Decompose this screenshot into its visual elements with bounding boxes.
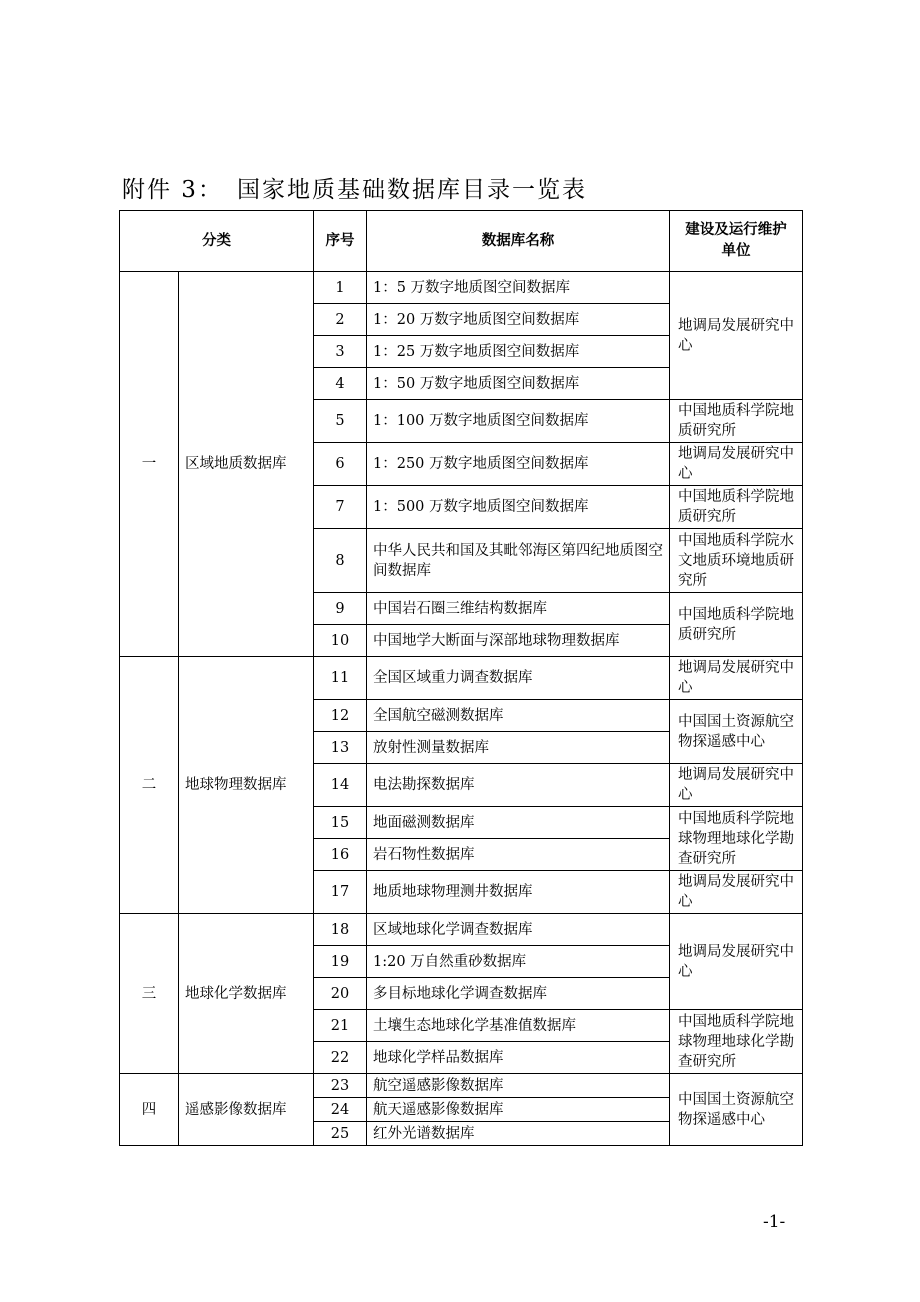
row-name: 土壤生态地球化学基准值数据库 <box>367 1010 670 1042</box>
unit-cell: 中国地质科学院水文地质环境地质研究所 <box>670 529 803 593</box>
row-seq: 15 <box>314 807 367 839</box>
row-name: 1：50 万数字地质图空间数据库 <box>367 368 670 400</box>
row-seq: 9 <box>314 593 367 625</box>
row-seq: 5 <box>314 400 367 443</box>
row-name: 岩石物性数据库 <box>367 839 670 871</box>
row-name: 电法勘探数据库 <box>367 764 670 807</box>
row-name: 1：250 万数字地质图空间数据库 <box>367 443 670 486</box>
row-name: 红外光谱数据库 <box>367 1122 670 1146</box>
row-name: 中华人民共和国及其毗邻海区第四纪地质图空间数据库 <box>367 529 670 593</box>
unit-cell: 中国地质科学院地质研究所 <box>670 486 803 529</box>
group-number: 二 <box>120 657 179 914</box>
row-seq: 22 <box>314 1042 367 1074</box>
unit-cell: 地调局发展研究中心 <box>670 657 803 700</box>
table-row <box>120 914 803 946</box>
row-name: 1：20 万数字地质图空间数据库 <box>367 304 670 336</box>
row-seq: 20 <box>314 978 367 1010</box>
unit-cell: 地调局发展研究中心 <box>670 272 803 400</box>
row-seq: 2 <box>314 304 367 336</box>
unit-cell: 中国国土资源航空物探遥感中心 <box>670 700 803 764</box>
unit-cell: 中国地质科学院地质研究所 <box>670 400 803 443</box>
row-name: 航天遥感影像数据库 <box>367 1098 670 1122</box>
row-name: 1：25 万数字地质图空间数据库 <box>367 336 670 368</box>
row-seq: 11 <box>314 657 367 700</box>
unit-cell: 中国地质科学院地球物理地球化学勘查研究所 <box>670 807 803 871</box>
group-label: 地球物理数据库 <box>179 657 314 914</box>
row-seq: 6 <box>314 443 367 486</box>
row-seq: 16 <box>314 839 367 871</box>
row-name: 中国岩石圈三维结构数据库 <box>367 593 670 625</box>
row-name: 区域地球化学调查数据库 <box>367 914 670 946</box>
row-name: 航空遥感影像数据库 <box>367 1074 670 1098</box>
group-label: 地球化学数据库 <box>179 914 314 1074</box>
title-prefix: 附件 3： <box>122 177 223 203</box>
row-name: 多目标地球化学调查数据库 <box>367 978 670 1010</box>
unit-cell: 中国国土资源航空物探遥感中心 <box>670 1074 803 1146</box>
group-label: 遥感影像数据库 <box>179 1074 314 1146</box>
row-seq: 13 <box>314 732 367 764</box>
database-catalog-table <box>119 210 803 1146</box>
header-name: 数据库名称 <box>367 211 670 272</box>
table-row <box>120 1074 803 1098</box>
page-number: -1- <box>763 1212 786 1232</box>
table-row <box>120 272 803 304</box>
unit-cell: 地调局发展研究中心 <box>670 871 803 914</box>
unit-cell: 地调局发展研究中心 <box>670 764 803 807</box>
unit-cell: 地调局发展研究中心 <box>670 443 803 486</box>
row-seq: 17 <box>314 871 367 914</box>
header-seq: 序号 <box>314 211 367 272</box>
row-name: 放射性测量数据库 <box>367 732 670 764</box>
row-name: 全国区域重力调查数据库 <box>367 657 670 700</box>
row-seq: 18 <box>314 914 367 946</box>
row-seq: 8 <box>314 529 367 593</box>
title-text: 国家地质基础数据库目录一览表 <box>236 177 587 203</box>
group-label: 区域地质数据库 <box>179 272 314 657</box>
unit-cell: 中国地质科学院地质研究所 <box>670 593 803 657</box>
row-seq: 23 <box>314 1074 367 1098</box>
unit-cell: 中国地质科学院地球物理地球化学勘查研究所 <box>670 1010 803 1074</box>
row-seq: 19 <box>314 946 367 978</box>
header-unit: 建设及运行维护单位 <box>670 211 803 272</box>
row-seq: 10 <box>314 625 367 657</box>
row-seq: 1 <box>314 272 367 304</box>
row-name: 地球化学样品数据库 <box>367 1042 670 1074</box>
header-category: 分类 <box>120 211 314 272</box>
row-name: 中国地学大断面与深部地球物理数据库 <box>367 625 670 657</box>
row-seq: 7 <box>314 486 367 529</box>
row-seq: 25 <box>314 1122 367 1146</box>
table-row <box>120 657 803 700</box>
row-seq: 21 <box>314 1010 367 1042</box>
row-seq: 12 <box>314 700 367 732</box>
group-number: 三 <box>120 914 179 1074</box>
row-seq: 24 <box>314 1098 367 1122</box>
row-seq: 3 <box>314 336 367 368</box>
row-name: 1:20 万自然重砂数据库 <box>367 946 670 978</box>
row-name: 1：5 万数字地质图空间数据库 <box>367 272 670 304</box>
group-number: 四 <box>120 1074 179 1146</box>
row-name: 地面磁测数据库 <box>367 807 670 839</box>
row-seq: 14 <box>314 764 367 807</box>
page-title <box>122 171 587 204</box>
row-name: 1：500 万数字地质图空间数据库 <box>367 486 670 529</box>
unit-cell: 地调局发展研究中心 <box>670 914 803 1010</box>
row-seq: 4 <box>314 368 367 400</box>
group-number: 一 <box>120 272 179 657</box>
header-row <box>120 211 803 272</box>
row-name: 全国航空磁测数据库 <box>367 700 670 732</box>
row-name: 1：100 万数字地质图空间数据库 <box>367 400 670 443</box>
row-name: 地质地球物理测井数据库 <box>367 871 670 914</box>
